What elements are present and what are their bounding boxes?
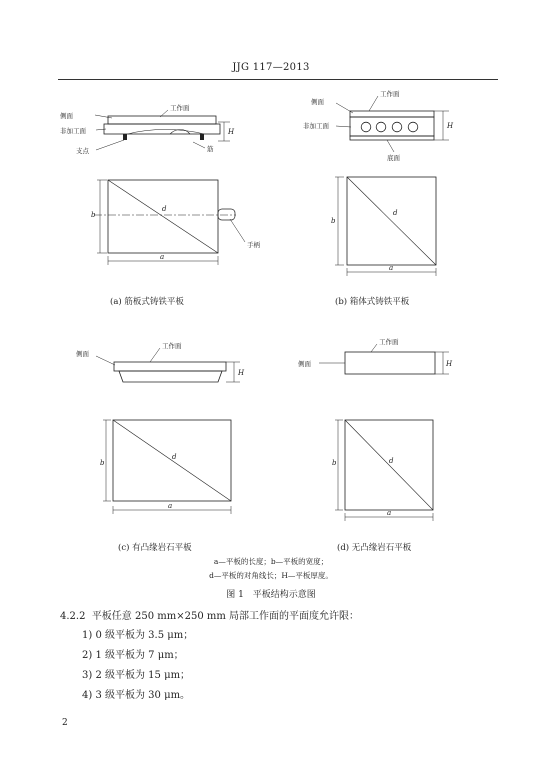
dim-H-c: H: [238, 369, 245, 377]
caption-c: (c) 有凸缘岩石平板: [118, 543, 192, 553]
label-working-face-d: 工作面: [379, 338, 399, 346]
label-handle-a: 手柄: [247, 241, 260, 249]
figure-c-drawing: [0, 320, 271, 560]
figure-d: [271, 320, 542, 560]
list-item: 4) 3 级平板为 30 μm。: [82, 690, 191, 701]
label-rib-a: 筋: [207, 145, 214, 153]
dim-H-b: H: [447, 122, 454, 130]
caption-d: (d) 无凸缘岩石平板: [337, 543, 412, 553]
clause-4-2-2: [60, 607, 359, 622]
list-item: 1) 0 级平板为 3.5 μm；: [82, 630, 194, 641]
label-support-a: 支点: [76, 147, 89, 155]
dim-b-b: b: [331, 217, 336, 225]
dim-d-b: d: [393, 209, 398, 217]
figure-b-drawing: [271, 0, 542, 320]
dim-a-a: a: [160, 253, 165, 261]
label-side-b: 侧面: [311, 98, 324, 106]
dim-d-d: d: [389, 457, 394, 465]
figure-legend-line-1: a—平板的长度；b—平板的宽度；: [213, 557, 329, 566]
dim-a-b: a: [389, 264, 394, 272]
label-working-face-b: 工作面: [380, 90, 400, 98]
caption-b: (b) 箱体式铸铁平板: [335, 297, 410, 307]
label-non-working-face-b: 非加工面: [303, 122, 329, 130]
label-side-c: 侧面: [76, 350, 89, 358]
label-non-working-face-a: 非加工面: [60, 127, 86, 135]
figure-b: [271, 0, 542, 320]
dim-a-c: a: [168, 502, 173, 510]
figure-title: 图 1 平板结构示意图: [226, 590, 316, 600]
dim-H-a: H: [228, 128, 235, 136]
list-item: 3) 2 级平板为 15 μm；: [82, 670, 191, 681]
caption-a: (a) 筋板式铸铁平板: [110, 297, 184, 307]
figure-a-drawing: [0, 0, 271, 320]
list-item: 2) 1 级平板为 7 μm；: [82, 650, 184, 661]
label-side-a: 侧面: [60, 112, 73, 120]
label-working-face-a: 工作面: [170, 104, 190, 112]
label-working-face-c: 工作面: [162, 342, 182, 350]
label-side-d: 侧面: [298, 360, 311, 368]
dim-a-d: a: [387, 509, 392, 517]
dim-b-a: b: [91, 211, 96, 219]
dim-H-d: H: [446, 360, 453, 368]
clause-number: 4.2.2: [60, 611, 86, 622]
dim-b-d: b: [332, 459, 337, 467]
label-bottom-b: 底面: [387, 154, 400, 162]
page-number: 2: [62, 718, 68, 728]
figure-c: [0, 320, 271, 560]
dim-b-c: b: [100, 459, 105, 467]
dim-d-c: d: [172, 453, 177, 461]
figure-legend-line-2: d—平板的对角线长；H—平板厚度。: [209, 571, 333, 580]
running-header: JJG 117—2013: [232, 62, 310, 73]
figure-d-drawing: [271, 320, 542, 560]
dim-d-a: d: [162, 205, 167, 213]
figure-a: [0, 0, 271, 320]
clause-text: 平板任意 250 mm×250 mm 局部工作面的平面度允许限：: [91, 611, 360, 622]
